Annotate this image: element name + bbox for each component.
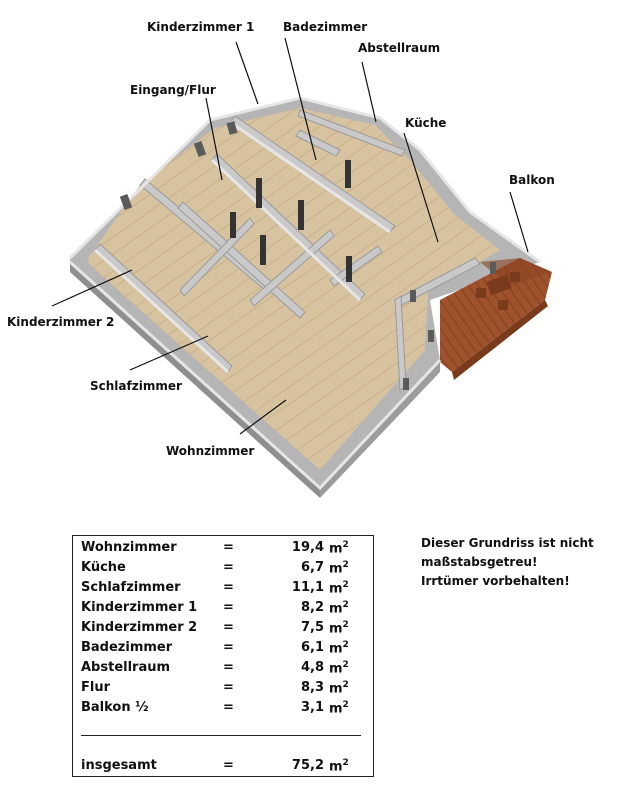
table-row xyxy=(73,678,373,698)
area-value: 11,1 xyxy=(291,580,324,595)
area-value: 6,7 xyxy=(300,560,324,575)
disclaimer-line: Irrtümer vorbehalten! xyxy=(421,574,570,588)
equals-sign: = xyxy=(223,580,234,595)
area-unit: $m^2$ xyxy=(329,660,349,677)
area-unit: $m^2$ xyxy=(329,680,349,697)
equals-sign: = xyxy=(223,560,234,575)
total-value: 75,2 xyxy=(291,758,324,773)
disclaimer-note xyxy=(421,534,611,591)
equals-sign: = xyxy=(223,758,234,773)
area-value: 8,2 xyxy=(300,600,324,615)
equals-sign: = xyxy=(223,540,234,555)
label-kinderzimmer-1: Kinderzimmer 1 xyxy=(147,20,255,34)
table-divider xyxy=(81,735,361,736)
area-unit: $m^2$ xyxy=(329,560,349,577)
room-name: Kinderzimmer 1 xyxy=(81,600,198,615)
area-unit: $m^2$ xyxy=(329,700,349,717)
area-unit: $m^2$ xyxy=(329,600,349,617)
label-wohnzimmer: Wohnzimmer xyxy=(166,444,255,458)
area-unit: $m^2$ xyxy=(329,640,349,657)
room-name: Kinderzimmer 2 xyxy=(81,620,198,635)
table-row xyxy=(73,638,373,658)
label-eingang-flur: Eingang/Flur xyxy=(130,83,216,97)
equals-sign: = xyxy=(223,640,234,655)
table-row xyxy=(73,558,373,578)
area-unit: $m^2$ xyxy=(329,620,349,637)
label-schlafzimmer: Schlafzimmer xyxy=(90,379,182,393)
label-kueche: Küche xyxy=(405,116,447,130)
room-name: Wohnzimmer xyxy=(81,540,177,555)
area-value: 19,4 xyxy=(291,540,324,555)
room-name: Balkon ½ xyxy=(81,700,149,715)
disclaimer-line: Dieser Grundriss ist nicht xyxy=(421,536,594,550)
table-row xyxy=(73,618,373,638)
area-value: 8,3 xyxy=(300,680,324,695)
equals-sign: = xyxy=(223,680,234,695)
equals-sign: = xyxy=(223,700,234,715)
table-row xyxy=(73,698,373,718)
room-name: Badezimmer xyxy=(81,640,173,655)
area-unit: $m^2$ xyxy=(329,580,349,597)
area-value: 7,5 xyxy=(300,620,324,635)
room-name: Küche xyxy=(81,560,126,575)
total-row xyxy=(73,756,373,776)
table-row xyxy=(73,598,373,618)
room-name: Schlafzimmer xyxy=(81,580,181,595)
equals-sign: = xyxy=(223,660,234,675)
label-badezimmer: Badezimmer xyxy=(283,20,368,34)
table-row xyxy=(73,578,373,598)
area-unit: $m^2$ xyxy=(329,540,349,557)
label-balkon: Balkon xyxy=(509,173,555,187)
area-table xyxy=(72,535,374,777)
table-row xyxy=(73,658,373,678)
total-label: insgesamt xyxy=(81,758,157,773)
table-row xyxy=(73,538,373,558)
equals-sign: = xyxy=(223,620,234,635)
area-value: 4,8 xyxy=(300,660,324,675)
area-unit: $m^2$ xyxy=(329,758,349,775)
disclaimer-line: maßstabsgetreu! xyxy=(421,555,538,569)
label-kinderzimmer-2: Kinderzimmer 2 xyxy=(7,315,115,329)
area-value: 3,1 xyxy=(300,700,324,715)
room-name: Flur xyxy=(81,680,111,695)
label-abstellraum: Abstellraum xyxy=(358,41,441,55)
room-name: Abstellraum xyxy=(81,660,171,675)
area-value: 6,1 xyxy=(300,640,324,655)
equals-sign: = xyxy=(223,600,234,615)
